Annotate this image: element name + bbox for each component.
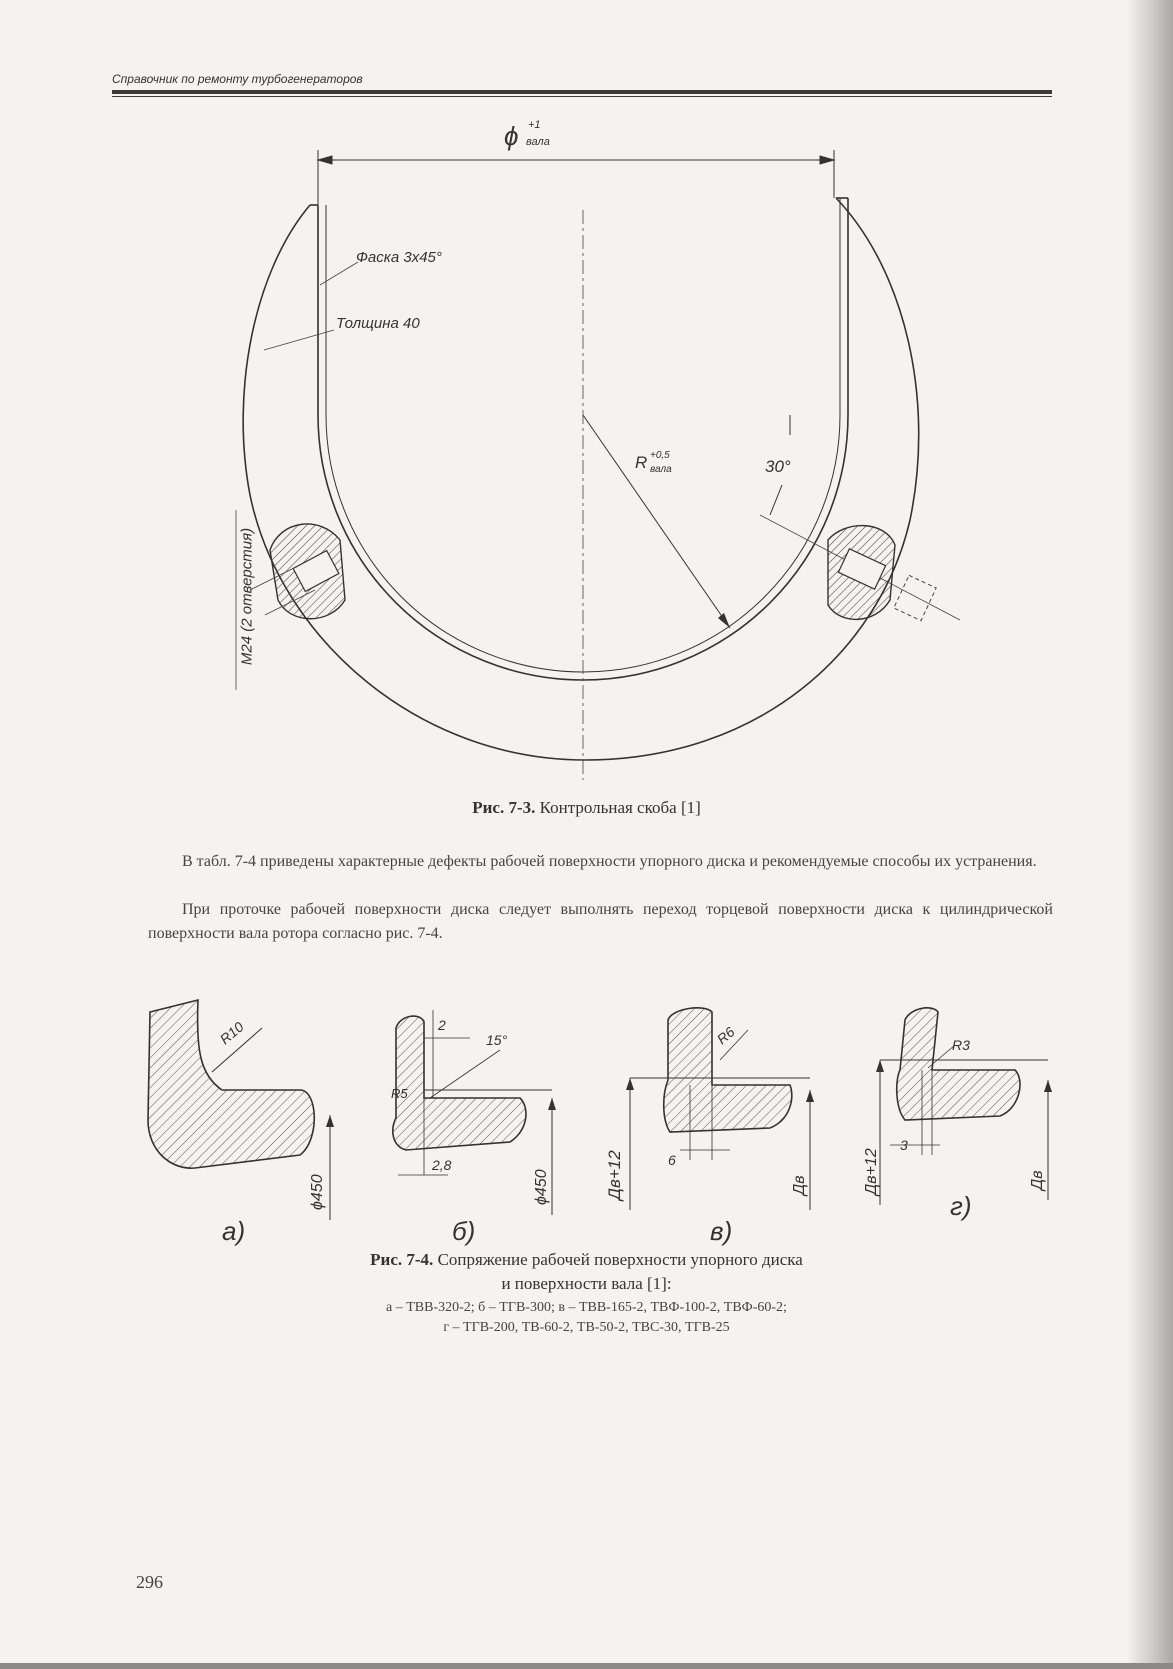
svg-text:15°: 15° bbox=[486, 1032, 508, 1048]
figure-7-4-caption-line-2: и поверхности вала [1]: bbox=[501, 1274, 672, 1293]
svg-text:Дв+12: Дв+12 bbox=[605, 1150, 624, 1200]
paragraph-2: При проточке рабочей поверхности диска следует выполнять переход торцевой поверхности диска к цилиндрической поверхности вала ротора согласно рис. 7-4. bbox=[148, 901, 1053, 942]
svg-text:г): г) bbox=[950, 1191, 972, 1221]
page-bottom-shadow bbox=[0, 1663, 1173, 1669]
caption-line-1: Сопряжение рабочей поверхности упорного диска bbox=[433, 1250, 803, 1269]
figure-7-4-legend-1: а – ТВВ-320-2; б – ТГВ-300; в – ТВВ-165-2, ТВФ-100-2, ТВФ-60-2; bbox=[386, 1300, 787, 1315]
caption-number-7-4: Рис. 7-4. bbox=[370, 1250, 434, 1269]
page-number: 296 bbox=[136, 1572, 163, 1592]
detail-a bbox=[148, 1000, 334, 1246]
svg-text:ϕ450: ϕ450 bbox=[309, 1174, 326, 1210]
dim-phi-sup: +1 bbox=[528, 119, 541, 131]
figure-7-4-caption bbox=[0, 1250, 1173, 1270]
figure-7-4-legend-2: г – ТГВ-200, ТВ-60-2, ТВ-50-2, ТВС-30, ТГВ-25 bbox=[443, 1320, 730, 1335]
svg-text:2,8: 2,8 bbox=[432, 1157, 452, 1173]
radius-sup: +0,5 bbox=[650, 450, 670, 461]
svg-text:а): а) bbox=[222, 1216, 246, 1246]
label-chamfer: Фаска 3x45° bbox=[356, 249, 442, 266]
angle-label: 30° bbox=[765, 457, 791, 476]
svg-text:R6: R6 bbox=[713, 1023, 738, 1048]
detail-b bbox=[391, 1010, 556, 1246]
detail-v bbox=[605, 1008, 814, 1246]
figure-7-3-caption bbox=[0, 798, 1173, 818]
svg-text:б): б) bbox=[452, 1216, 476, 1246]
figure-7-3-drawing bbox=[0, 0, 1173, 790]
svg-text:в): в) bbox=[710, 1216, 733, 1246]
label-holes: М24 (2 отверстия) bbox=[238, 527, 256, 666]
svg-text:6: 6 bbox=[668, 1152, 676, 1168]
paragraph-1: В табл. 7-4 приведены характерные дефекты рабочей поверхности упорного диска и рекомендуемые способы их устранения. bbox=[182, 853, 1037, 870]
caption-number: Рис. 7-3. bbox=[472, 798, 536, 817]
svg-text:R5: R5 bbox=[391, 1086, 408, 1101]
svg-text:3: 3 bbox=[900, 1137, 908, 1153]
running-head: Справочник по ремонту турбогенераторов bbox=[112, 72, 363, 86]
svg-text:2: 2 bbox=[438, 1017, 446, 1033]
svg-text:Дв+12: Дв+12 bbox=[863, 1148, 880, 1195]
radius-R: R bbox=[635, 453, 648, 472]
svg-text:Дв: Дв bbox=[1029, 1170, 1046, 1190]
dim-phi: ϕ bbox=[504, 121, 519, 151]
label-thickness: Толщина 40 bbox=[336, 315, 420, 332]
svg-text:ϕ450: ϕ450 bbox=[533, 1169, 550, 1205]
figure-7-4-drawing bbox=[0, 990, 1173, 1260]
radius-sub: вала bbox=[650, 464, 672, 475]
detail-g bbox=[863, 1008, 1052, 1221]
svg-text:R10: R10 bbox=[216, 1018, 247, 1048]
caption-text: Контрольная скоба [1] bbox=[535, 798, 701, 817]
dim-phi-sub: вала bbox=[526, 136, 550, 148]
svg-text:R3: R3 bbox=[952, 1037, 970, 1053]
svg-text:Дв: Дв bbox=[791, 1175, 808, 1195]
